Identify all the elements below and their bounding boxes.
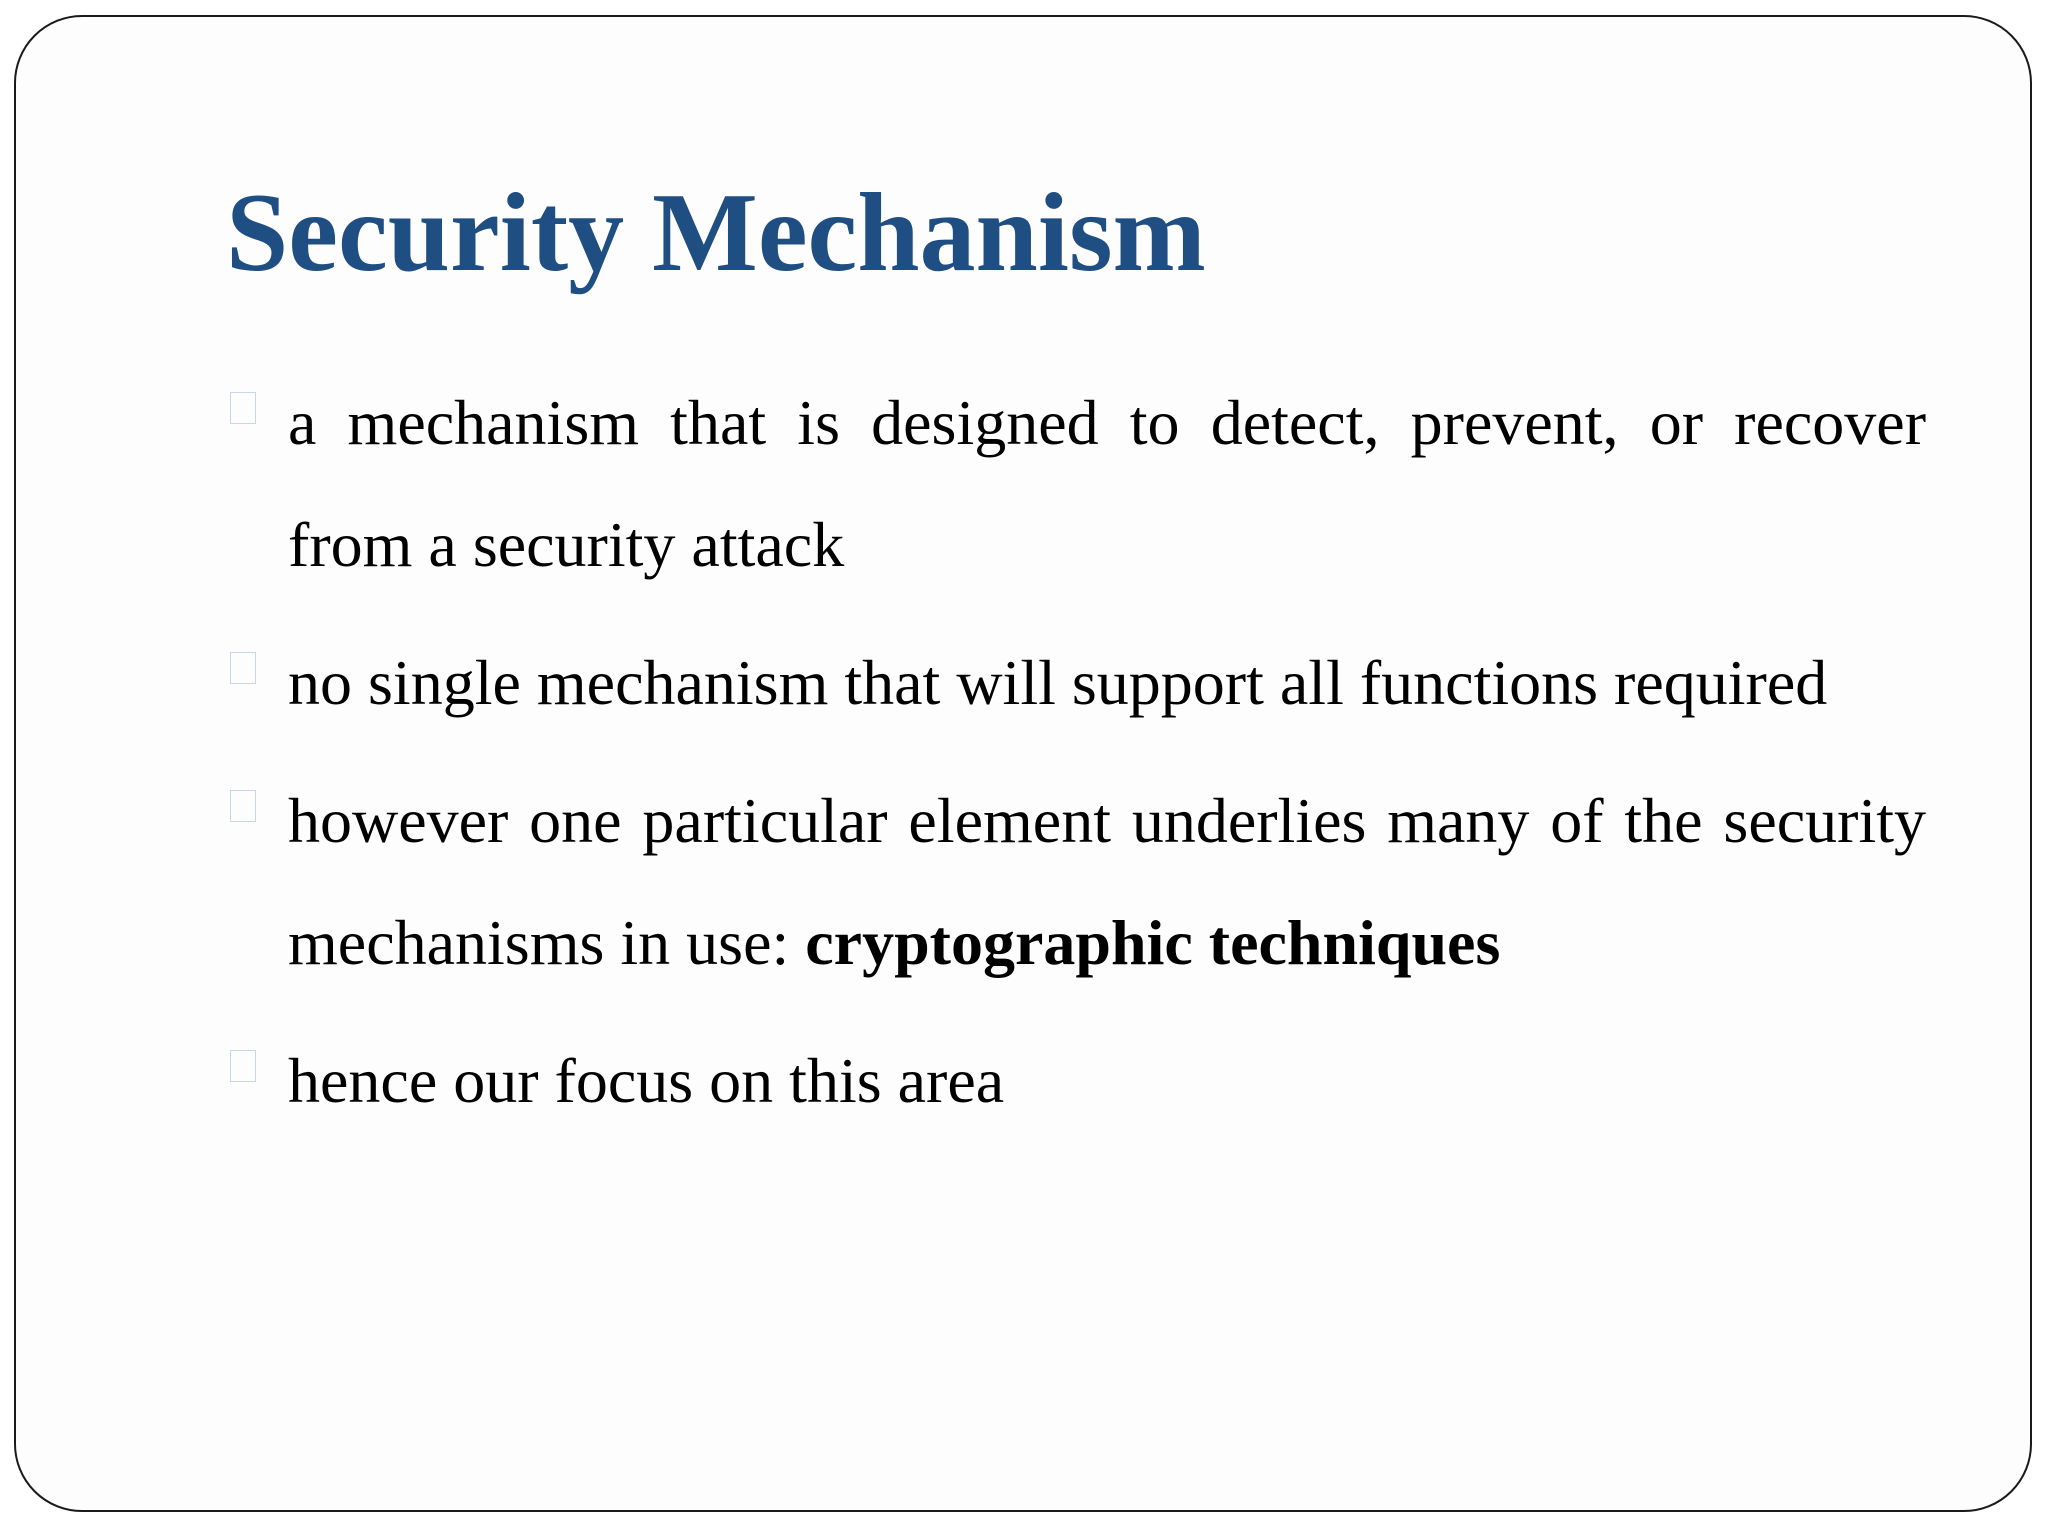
bullet-item	[230, 760, 1926, 1004]
bullet-item	[230, 362, 1926, 606]
bullet-bold-term: cryptographic techniques	[805, 907, 1501, 978]
bullet-item	[230, 622, 1926, 744]
square-bullet-icon	[230, 790, 256, 822]
bullet-text: a mechanism that is designed to detect, prevent, or recover from a security attack	[288, 387, 1926, 580]
bullet-text: no single mechanism that will support all functions required	[288, 647, 1828, 718]
bullet-item	[230, 1020, 1926, 1142]
bullet-list	[230, 362, 1926, 1158]
square-bullet-icon	[230, 392, 256, 424]
slide-title: Security Mechanism	[226, 171, 1206, 295]
bullet-text: however one particular element underlies many of the security mechanisms in use:	[288, 785, 1926, 978]
square-bullet-icon	[230, 652, 256, 684]
square-bullet-icon	[230, 1050, 256, 1082]
bullet-text: hence our focus on this area	[288, 1045, 1005, 1116]
